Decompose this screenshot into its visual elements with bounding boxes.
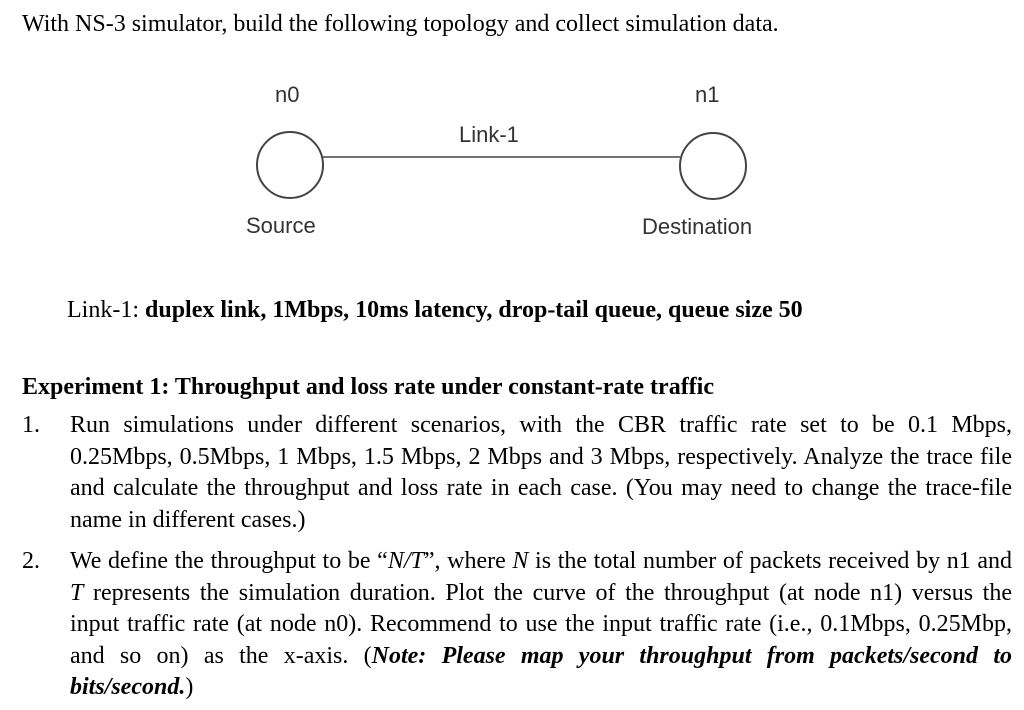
formula-n-over-t: N/T	[387, 548, 424, 574]
list-item	[22, 410, 1012, 536]
list-item-text	[70, 410, 1012, 536]
node-n1-label: n1	[695, 82, 720, 107]
node-n1-circle	[680, 133, 746, 199]
experiment-title: Experiment 1: Throughput and loss rate under constant-rate traffic	[22, 374, 714, 400]
list-item-text	[70, 546, 1012, 704]
step-2-text-part: )	[185, 674, 194, 700]
node-n0-circle	[257, 132, 323, 198]
list-item-number: 2.	[22, 548, 40, 574]
variable-t: T	[70, 579, 84, 606]
link-description-prefix: Link-1:	[67, 297, 145, 323]
step-2-text-part: ”, where	[423, 548, 513, 574]
list-item-number: 1.	[22, 412, 40, 438]
node-n0-label: n0	[275, 82, 300, 107]
intro-text: With NS-3 simulator, build the following topology and collect simulation data.	[22, 11, 779, 37]
destination-label: Destination	[642, 214, 753, 239]
variable-n: N	[512, 548, 529, 574]
list-item	[22, 546, 1012, 704]
step-1-text: Run simulations under different scenarios, with the CBR traffic rate set to be 0.1 Mbps, 0.25Mbps, 0.5Mbps, 1 Mbps, 1.5 Mbps, 2 Mbps and 3 Mbps, respectively. Analyze the trace file and calculate the throughput and loss rate in each case. (You may need to change the trace-file name in different cases.)	[70, 412, 1012, 533]
link-description-details: duplex link, 1Mbps, 10ms latency, drop-tail queue, queue size 50	[145, 297, 803, 323]
source-label: Source	[246, 213, 316, 238]
experiment-steps-list	[22, 410, 1012, 704]
step-2-text-part: We define the throughput to be “	[70, 548, 388, 574]
note-text: Note: Please map your throughput from packets/second to bits/second.	[70, 642, 1012, 700]
step-2-text-part: is the total number of packets received by n1 and	[528, 548, 1012, 574]
link-description	[67, 294, 803, 326]
step-2-text-part: represents the simulation duration. Plot the curve of the throughput (at node n1) versus the input traffic rate (at node n0). Recommend to use the input traffic rate (i.e., 0.1Mbps, 0.25Mbp, and so on) as the x-axis. (	[70, 579, 1012, 669]
link-label: Link-1	[459, 122, 519, 147]
